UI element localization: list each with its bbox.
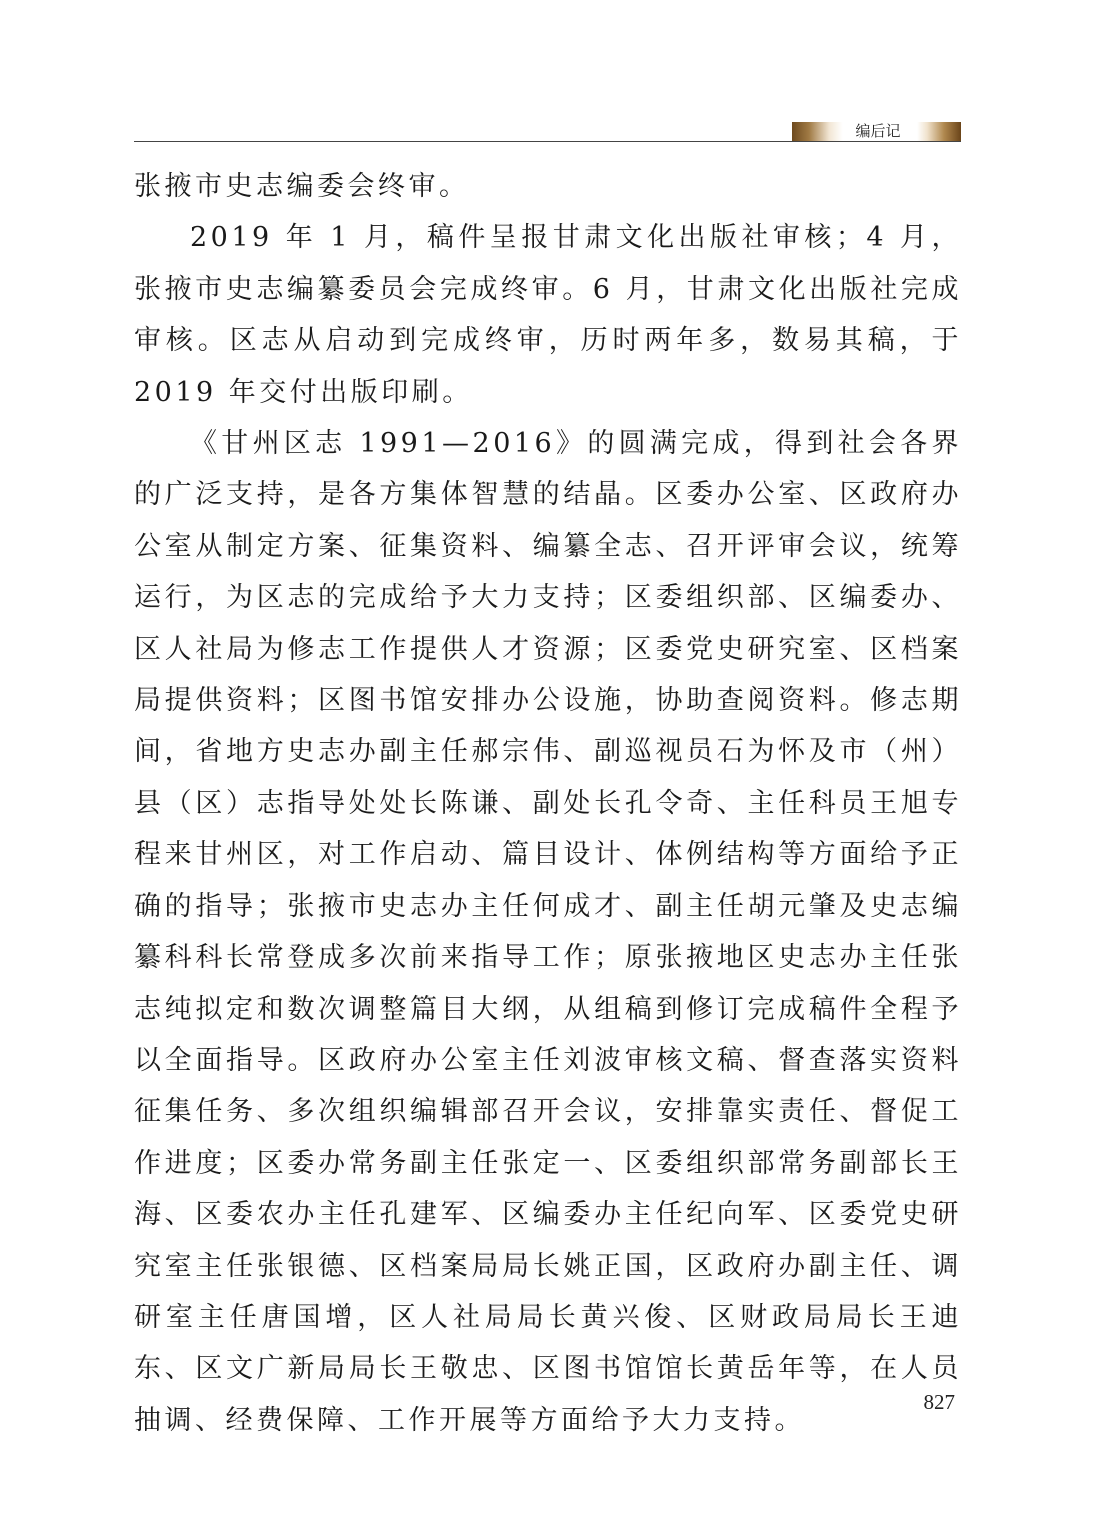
paragraph-continuation: 张掖市史志编委会终审。: [134, 171, 470, 202]
body-text: [134, 161, 962, 1446]
header-rule: [134, 141, 961, 142]
running-header-title: 编后记: [855, 122, 901, 140]
paragraph-acknowledgements: 《甘州区志 1991—2016》的圆满完成，得到社会各界的广泛支持，是各方集体智慧的结晶。区委办公室、区政府办公室从制定方案、征集资料、编纂全志、召开评审会议，统筹运行，为区志的完成给予大力支持；区委组织部、区编委办、区人社局为修志工作提供人才资源；区委党史研究室、区档案局提供资料；区图书馆安排办公设施，协助查阅资料。修志期间，省地方史志办副主任郝宗伟、副巡视员石为怀及市（州）县（区）志指导处处长陈谦、副处长孔令奇、主任科员王旭专程来甘州区，对工作启动、篇目设计、体例结构等方面给予正确的指导；张掖市史志办主任何成才、副主任胡元肇及史志编纂科科长常登成多次前来指导工作；原张掖地区史志办主任张志纯拟定和数次调整篇目大纲，从组稿到修订完成稿件全程予以全面指导。区政府办公室主任刘波审核文稿、督查落实资料征集任务、多次组织编辑部召开会议，安排靠实责任、督促工作进度；区委办常务副主任张定一、区委组织部常务副部长王海、区委农办主任孔建军、区编委办主任纪向军、区委党史研究室主任张银德、区档案局局长姚正国，区政府办副主任、调研室主任唐国增，区人社局局长黄兴俊、区财政局局长王迪东、区文广新局局长王敬忠、区图书馆馆长黄岳年等，在人员抽调、经费保障、工作开展等方面给予大力支持。: [134, 428, 962, 1436]
page-number: 827: [923, 1390, 955, 1414]
paragraph-review-timeline: 2019 年 1 月，稿件呈报甘肃文化出版社审核；4 月，张掖市史志编纂委员会完成终审。6 月，甘肃文化出版社完成审核。区志从启动到完成终审，历时两年多，数易其稿，于 2019 年交付出版印刷。: [134, 222, 962, 408]
